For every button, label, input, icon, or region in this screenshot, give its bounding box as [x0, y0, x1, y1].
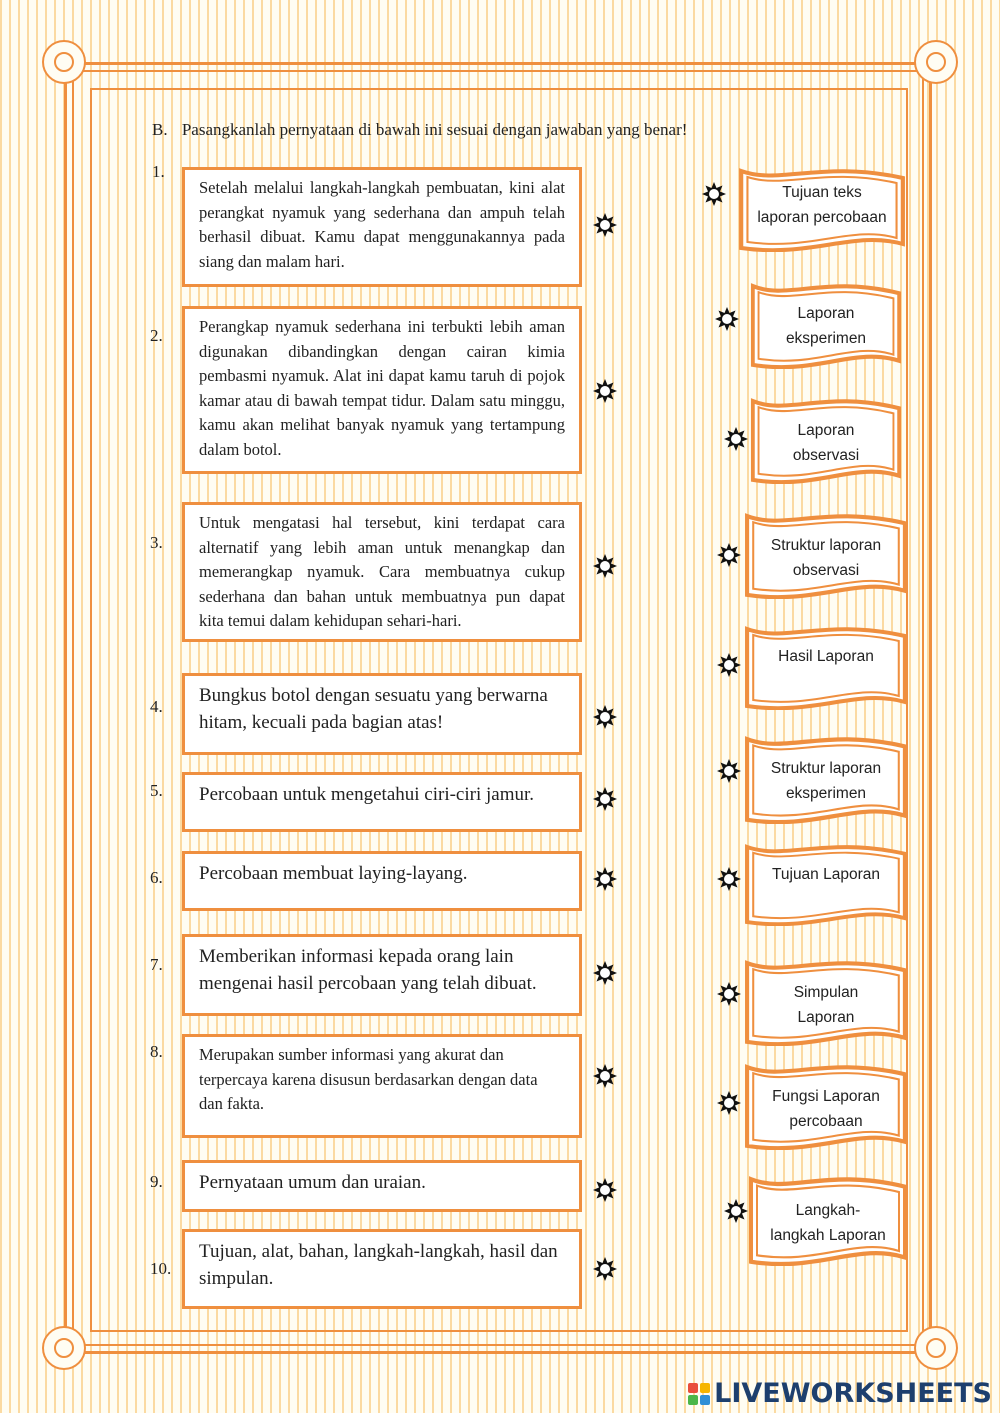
- answer-label-7-line1: Tujuan Laporan: [771, 866, 880, 883]
- question-box-6: Percobaan membuat laying-layang.: [182, 851, 582, 911]
- question-connector-9[interactable]: [592, 1177, 618, 1203]
- answer-box-3[interactable]: [750, 398, 902, 484]
- answer-connector-2[interactable]: [714, 306, 740, 332]
- frame-line-right: [922, 62, 924, 1354]
- answer-box-6[interactable]: [744, 736, 908, 824]
- question-box-1: Setelah melalui langkah-langkah pembuatan, kini alat perangkat nyamuk yang sederhana dan ampuh telah berhasil dibuat. Kamu dapat menggunakannya pada siang dan malam hari.: [182, 167, 582, 287]
- answer-label-2: [750, 301, 902, 351]
- answer-label-1-line2: laporan percobaan: [757, 209, 887, 226]
- liveworksheets-logo: [688, 1378, 992, 1409]
- question-box-9: Pernyataan umum dan uraian.: [182, 1160, 582, 1212]
- answer-label-4: [744, 533, 908, 583]
- question-box-2: Perangkap nyamuk sederhana ini terbukti lebih aman digunakan dibandingkan dengan cairan kimia pembasmi nyamuk. Alat ini dapat kamu taruh di pojok kamar atau di bawah tempat tidur. Dalam satu minggu, kamu akan melihat banyak nyamuk yang tertampung dalam botol.: [182, 306, 582, 474]
- answer-label-3-line1: Laporan: [797, 422, 855, 439]
- answer-label-6-line1: Struktur laporan: [770, 760, 882, 777]
- frame-line-bottom: [64, 1344, 932, 1346]
- answer-label-10-line1: Langkah-: [795, 1202, 861, 1219]
- frame-line-top: [64, 70, 932, 72]
- answer-box-2[interactable]: [750, 283, 902, 369]
- answer-label-9: [744, 1084, 908, 1134]
- question-connector-8[interactable]: [592, 1063, 618, 1089]
- question-box-3: Untuk mengatasi hal tersebut, kini terdapat cara alternatif yang lebih aman untuk menangkap dan memerangkap nyamuk. Cara membuatnya cukup sederhana dan bahan untuk membuatnya pun dapat kita temui dalam kehidupan sehari-hari.: [182, 502, 582, 642]
- question-connector-3[interactable]: [592, 553, 618, 579]
- question-number-2: 2.: [150, 326, 163, 345]
- answer-connector-5[interactable]: [716, 652, 742, 678]
- question-box-10: Tujuan, alat, bahan, langkah-langkah, hasil dan simpulan.: [182, 1229, 582, 1309]
- instruction: [152, 120, 687, 140]
- question-number-6: 6.: [150, 868, 163, 887]
- answer-label-2-line2: eksperimen: [785, 330, 867, 347]
- answer-connector-8[interactable]: [716, 981, 742, 1007]
- answer-box-5[interactable]: [744, 626, 908, 710]
- answer-label-6-line2: eksperimen: [785, 785, 867, 802]
- liveworksheets-logo-icon: [688, 1383, 710, 1405]
- answer-label-8-line1: Simpulan: [793, 984, 859, 1001]
- answer-box-10[interactable]: [748, 1176, 908, 1266]
- question-number-3: 3.: [150, 533, 163, 552]
- question-box-7: Memberikan informasi kepada orang lain mengenai hasil percobaan yang telah dibuat.: [182, 934, 582, 1016]
- answer-label-8: [744, 980, 908, 1030]
- question-connector-2[interactable]: [592, 378, 618, 404]
- answer-label-3: [750, 418, 902, 468]
- corner-ornament-bottom-left: [42, 1326, 86, 1370]
- frame-line-left: [72, 62, 74, 1354]
- corner-ornament-top-left: [42, 40, 86, 84]
- question-connector-5[interactable]: [592, 786, 618, 812]
- question-number-8: 8.: [150, 1042, 163, 1061]
- answer-label-9-line1: Fungsi Laporan: [772, 1088, 880, 1105]
- instruction-text: Pasangkanlah pernyataan di bawah ini sesuai dengan jawaban yang benar!: [181, 120, 688, 139]
- answer-connector-1[interactable]: [701, 181, 727, 207]
- answer-box-1[interactable]: [738, 168, 906, 252]
- answer-label-1-line1: Tujuan teks: [782, 184, 862, 201]
- question-number-5: 5.: [150, 781, 163, 800]
- answer-label-3-line2: observasi: [792, 447, 860, 464]
- answer-label-6: [744, 756, 908, 806]
- answer-connector-10[interactable]: [723, 1198, 749, 1224]
- question-connector-1[interactable]: [592, 212, 618, 238]
- question-number-1: 1.: [152, 162, 165, 181]
- question-connector-7[interactable]: [592, 960, 618, 986]
- answer-connector-4[interactable]: [716, 542, 742, 568]
- answer-label-4-line2: observasi: [792, 562, 860, 579]
- answer-label-10-line2: langkah Laporan: [770, 1227, 886, 1244]
- answer-label-1: [738, 180, 906, 230]
- question-connector-10[interactable]: [592, 1256, 618, 1282]
- answer-connector-3[interactable]: [723, 426, 749, 452]
- answer-label-2-line1: Laporan: [797, 305, 855, 322]
- answer-box-8[interactable]: [744, 960, 908, 1046]
- corner-ornament-top-right: [914, 40, 958, 84]
- liveworksheets-logo-text: LIVEWORKSHEETS: [714, 1378, 992, 1409]
- instruction-letter: B.: [152, 120, 168, 139]
- answer-connector-6[interactable]: [716, 758, 742, 784]
- answer-label-10: [748, 1198, 908, 1248]
- question-number-9: 9.: [150, 1172, 163, 1191]
- question-box-4: Bungkus botol dengan sesuatu yang berwarna hitam, kecuali pada bagian atas!: [182, 673, 582, 755]
- question-connector-6[interactable]: [592, 866, 618, 892]
- question-box-8: Merupakan sumber informasi yang akurat dan terpercaya karena disusun berdasarkan dengan data dan fakta.: [182, 1034, 582, 1138]
- answer-box-7[interactable]: [744, 844, 908, 926]
- question-connector-4[interactable]: [592, 704, 618, 730]
- answer-label-5: [744, 644, 908, 669]
- corner-ornament-bottom-right: [914, 1326, 958, 1370]
- answer-label-4-line1: Struktur laporan: [770, 537, 882, 554]
- answer-label-5-line1: Hasil Laporan: [778, 648, 874, 665]
- question-number-10: 10.: [150, 1259, 172, 1278]
- answer-label-8-line2: Laporan: [797, 1009, 855, 1026]
- answer-label-9-line2: percobaan: [789, 1113, 863, 1130]
- answer-connector-9[interactable]: [716, 1090, 742, 1116]
- answer-label-7: [744, 862, 908, 887]
- question-number-7: 7.: [150, 955, 163, 974]
- answer-connector-7[interactable]: [716, 866, 742, 892]
- question-box-5: Percobaan untuk mengetahui ciri-ciri jamur.: [182, 772, 582, 832]
- answer-box-4[interactable]: [744, 513, 908, 599]
- answer-box-9[interactable]: [744, 1064, 908, 1150]
- question-number-4: 4.: [150, 697, 163, 716]
